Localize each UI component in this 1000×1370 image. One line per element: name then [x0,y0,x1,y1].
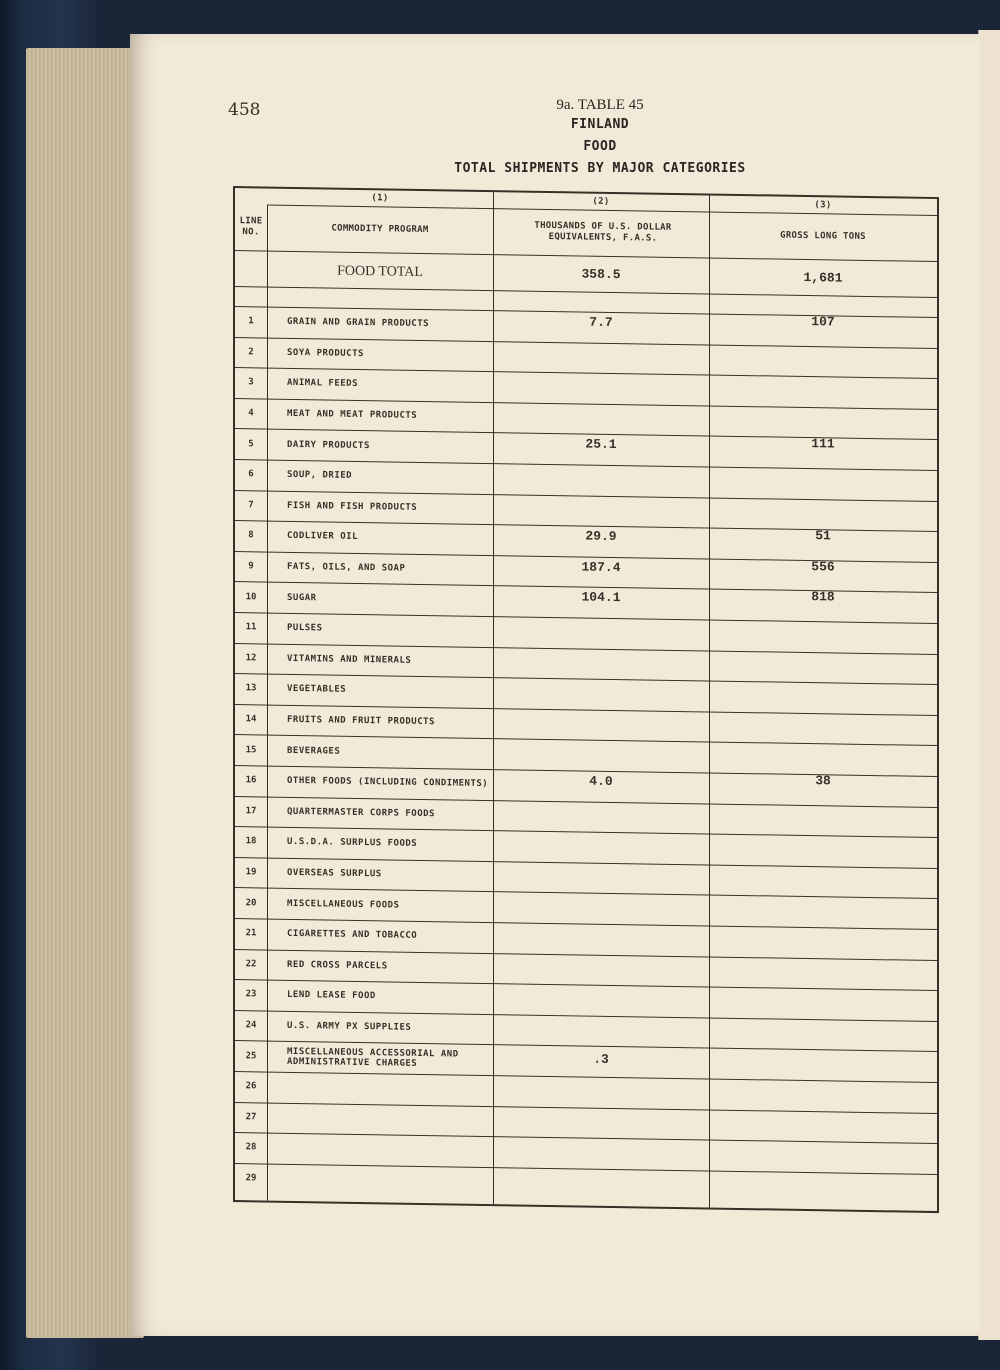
row-line-number: 10 [245,591,257,603]
row-commodity-label: U.S. ARMY PX SUPPLIES [287,1020,412,1033]
page-number: 458 [228,100,261,120]
column-rule [493,192,494,1204]
row-line-number: 18 [245,836,257,847]
row-dollar-value: 25.1 [585,436,617,453]
row-tons-value [709,947,937,981]
row-commodity-label: SOYA PRODUCTS [287,347,364,359]
row-tons-value [709,1008,937,1042]
row-tons-value: 107 [811,313,835,330]
row-line-number: 4 [248,408,254,419]
row-dollar-value: 4.0 [589,773,613,789]
col-number-1: (1) [371,192,389,203]
row-commodity-label: ANIMAL FEEDS [287,378,359,390]
row-line-number: 13 [245,683,257,694]
shipments-table [233,186,939,1213]
row-line-number: 14 [245,714,257,725]
row-tons-value [709,825,937,859]
row-line-number: 23 [245,989,257,1000]
row-commodity-label: VITAMINS AND MINERALS [287,653,412,666]
row-commodity-label [267,1102,493,1136]
row-line-number: 25 [245,1050,257,1062]
row-tons-value [709,488,937,522]
row-line-number: 28 [245,1142,257,1153]
row-line-number: 26 [245,1081,257,1092]
row-commodity-label: PULSES [287,623,323,634]
row-tons-value [709,855,937,889]
row-commodity-label: FRUITS AND FRUIT PRODUCTS [287,714,435,728]
row-commodity-label: MISCELLANEOUS FOODS [287,898,400,911]
row-tons-value: 38 [815,772,831,789]
row-commodity-label: U.S.D.A. SURPLUS FOODS [287,837,418,850]
row-line-number: 16 [245,775,257,786]
row-tons-value: 111 [811,436,835,452]
row-commodity-label: FATS, OILS, AND SOAP [287,561,406,574]
food-total-label: FOOD TOTAL [337,263,423,280]
food-total-tons: 1,681 [803,269,843,286]
row-commodity-label: MISCELLANEOUS ACCESSORIAL AND ADMINISTRATIVE CHARGES [287,1046,459,1069]
row-line-number: 21 [245,928,257,939]
row-commodity-label: SOUP, DRIED [287,470,353,482]
row-line-number: 5 [248,438,254,450]
row-tons-value [709,794,937,828]
row-dollar-value: 7.7 [589,314,613,330]
row-tons-value: 51 [815,528,831,544]
facing-page-edge [978,30,1000,1340]
row-tons-value [709,702,937,736]
row-commodity-label: CIGARETTES AND TOBACCO [287,929,418,942]
row-tons-value [709,1161,937,1195]
subtitle: TOTAL SHIPMENTS BY MAJOR CATEGORIES [454,161,746,176]
row-line-number: 7 [248,500,254,511]
row-commodity-label: GRAIN AND GRAIN PRODUCTS [287,317,430,330]
row-tons-value [709,1100,937,1134]
column-rule [709,195,710,1207]
row-tons-value [709,610,937,644]
column-rule [267,205,268,1201]
row-commodity-label: CODLIVER OIL [287,531,359,543]
row-dollar-value: 29.9 [585,528,617,545]
row-tons-value [709,641,937,675]
row-dollar-value: 104.1 [581,589,621,606]
row-commodity-label: FISH AND FISH PRODUCTS [287,500,418,513]
row-dollar-value: 187.4 [581,559,621,575]
row-commodity-label: VEGETABLES [287,684,347,696]
col-number-2: (2) [592,196,610,207]
row-commodity-label [267,1133,493,1167]
row-line-number: 20 [245,897,257,909]
category-title: FOOD [583,139,617,154]
row-tons-value [709,396,937,430]
food-total-dollars: 358.5 [581,265,621,282]
row-line-number: 12 [245,653,257,664]
row-tons-value [709,733,937,767]
row-tons-value [709,978,937,1012]
row-tons-value: 556 [811,558,835,575]
row-line-number: 15 [245,744,257,756]
row-line-number: 29 [245,1173,257,1184]
row-line-number: 1 [248,316,254,327]
table-number: 9a. TABLE 45 [556,97,644,113]
header-commodity-program: COMMODITY PROGRAM [331,223,429,235]
header-line-no: LINE NO. [239,216,263,238]
row-line-number: 27 [245,1112,257,1123]
row-tons-value [709,886,937,920]
row-line-number: 11 [245,622,257,633]
row-commodity-label [267,1163,493,1197]
row-line-number: 6 [248,469,254,480]
row-tons-value [709,672,937,706]
row-line-number: 8 [248,530,254,541]
row-tons-value [709,916,937,950]
row-commodity-label: OVERSEAS SURPLUS [287,867,382,880]
row-tons-value [709,366,937,400]
row-commodity-label: MEAT AND MEAT PRODUCTS [287,408,418,421]
row-tons-value [709,1069,937,1103]
row-commodity-label: OTHER FOODS (INCLUDING CONDIMENTS) [287,776,489,790]
row-commodity-label: SUGAR [287,592,317,604]
row-commodity-label: BEVERAGES [287,745,341,757]
row-tons-value: 818 [811,589,835,605]
row-line-number: 24 [245,1020,257,1031]
row-line-number: 19 [245,867,257,878]
header-gross-long-tons: GROSS LONG TONS [780,230,866,242]
country-title: FINLAND [570,117,630,132]
row-commodity-label: RED CROSS PARCELS [287,959,388,972]
page-edges [26,48,144,1338]
row-dollar-value: .3 [593,1051,609,1068]
row-line-number: 9 [248,561,254,572]
row-commodity-label: DAIRY PRODUCTS [287,439,370,451]
row-tons-value [709,335,937,369]
col-number-3: (3) [814,199,832,210]
row-line-number: 3 [248,377,254,388]
row-commodity-label: QUARTERMASTER CORPS FOODS [287,806,435,820]
header-dollar-equivalents: THOUSANDS OF U.S. DOLLAR EQUIVALENTS, F.A.S. [534,220,672,244]
row-tons-value [709,457,937,491]
row-commodity-label [267,1072,493,1106]
row-commodity-label: LEND LEASE FOOD [287,990,376,1002]
row-line-number: 2 [248,347,254,358]
table-title [380,96,820,180]
row-line-number: 17 [245,806,257,817]
row-tons-value [709,1131,937,1165]
row-line-number: 22 [245,959,257,970]
